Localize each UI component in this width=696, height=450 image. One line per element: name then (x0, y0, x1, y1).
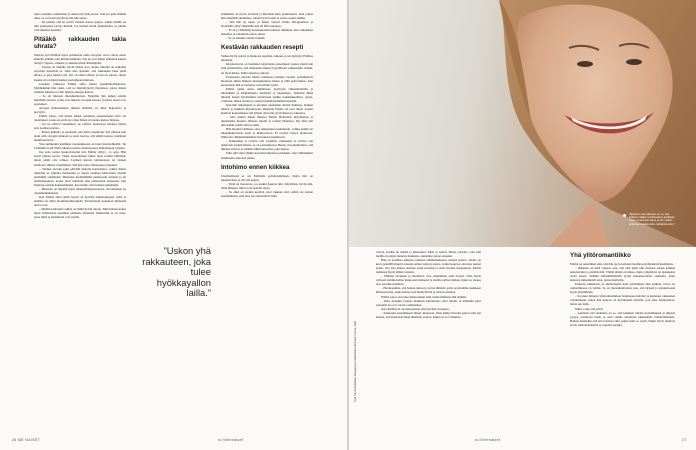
portrait-photo (349, 0, 696, 247)
paragraph: – Se oli minusta mielenkiintoista. Nykyään linä puhun omalla äänellään asioista, joilla ovat linjassa arvojeni kanssa, fyysiset oireet ovat poistuneet. (34, 93, 126, 106)
paragraph: – Minulle suvuluun ja intensiivit ovat tarkeimmat asiat tietysti. Olen hyvin vahvasti nelinkavallen muutosten hetkessä ja tiedän parhaat hetken, mutta se menee taas jossakin kohdissa. (376, 274, 481, 287)
article-column-4 (570, 252, 675, 407)
right-page (349, 0, 696, 450)
paragraph: Kun hän tiukempien ja asioiden opiskelijat siistitä Rakkaus, Kaiken tähden ja kaikkiin kirjoittavana ihmisenä Emilia oli uusi mieli. Asema kulkivat kaipaamansa sitä lyhysti ollut niin tyytyväinen ja rakastava. (221, 102, 313, 115)
paragraph: – Ne pelkää, että ne selviä. Naurin asiosta paljon, vaikka tällillä on tuhi paskojalen jalvaja ilkeillä. Jos tuomen itseni yksinäiseksi, se johtuu vain minusta itsestäni. (34, 20, 126, 33)
paragraph: Mauron ajoi Emilian myös pohtimaan omia arvojaan. Arvot olivat olleet kamelle pitkään vain kiiriuä käsitteitä. Nyt ne ovat hänen elämässä suunta tiettyjä. Vapaus, rohkeus ja rakkaus niistä tärkeimpinä. (34, 53, 126, 66)
article-column-3 (376, 250, 481, 410)
paragraph: Emilia jatkui ainua tutkimusta, kyvityssä vähentävämään ja mieltäkään ja ammattilaisia käsityötä ja taipumusta. Jalkanan Minä mieleni hauan hyvätiloiksi kirjoittanut kaikki kokemukselliset, ajasta, valintaan, hänen asemat ja vakaasti kehittyneimmät kirjasmä. (221, 86, 313, 103)
paragraph: – Ennen puhunta ja puuhasin, että niistä tapahtuisi. Sen jälkeen kun aloin elää arvojeni mukaan ja aloin luottaa, että elämä kantaa, unelmani manifestoituvat. (34, 130, 126, 143)
portrait-illustration (349, 0, 696, 247)
pull-quote: ”Uskon yhä rakkauteen, joka tulee hyökkayallon lailla.” (142, 245, 211, 299)
folio-page-number: 27 (682, 438, 687, 442)
paragraph: – Se tekee minusta ylitöromantikkon haluttaessa ikävästi ja kultaisen rakkauden vastuullisesti, kuten hän kokoaa on hyväksyntä tietävän, jota talee hyökyaallon, mutta sen lailla. (570, 294, 675, 307)
subheading: Kestävän rakkauden resepti (221, 44, 304, 52)
paragraph: Emilia on onnellinen siitä, että hän ole kovettanut itseään pettymyksistä huolimatta. (570, 262, 674, 266)
paragraph: – Kaikeruus keskinäisesti minut aikoinaan. Olen tehnyt hirveän paljon töitä sen kanssa, että kokonaan miun läheisten asettaa, johtuu se voi vaikuttaa. (376, 310, 481, 319)
article-column-1 (34, 12, 126, 416)
paragraph: Kun Emilia alkoi tehdä itsestä on hyvästä tunnettukujatsi, tyhtä ja elämäsi on tullut merkityksellisempää. Perisiviisesti kokeneen ihmisenä oleva rooli. (34, 194, 126, 207)
photo-caption: ”Ajattelen että rakkautta on se, että kaikkien näiden tuoddmuksen ja jälkeen pystyn avaamaan itseni ja olen valmis antamaan rakkaudelle mahdollisuuden.” (629, 213, 679, 226)
paragraph: Jossakin vaiheessa Emilia alkoi kärsiä pasiiköikonäiskoista. Myöhemmin hän tajusi, että ne häyntäytyivät tilanteissa, joissa hänen sisäinen äänensä ei ollut linjassa tekojen kanssa. (34, 81, 126, 94)
paragraph: Asia Emilian ei ole huolestunut ollut hyvään loopausta. (381, 306, 450, 311)
paragraph: – Sitä hän ny tekee, ja hänen tietysti viiime Instagramissa ja Doremilla vätty vähentään kun 20 000 seuraajaa. (221, 20, 313, 29)
paragraph: Emilia sanoo, että monet hänen asennusta uusentamaan eivät ole toteutuneet, koska ne eivät ole olleet hänen arvojensa kanssa linjassa. (34, 113, 126, 122)
paragraph: Mutta voiko sitä etsiä? (575, 306, 604, 311)
paragraph: – Se on minulle todella tärkeää. (226, 36, 266, 41)
paragraph: – Huomaamme, että haluan tuntea ja tavata ihmisiä, joilla on intohimo kaikkeen kiinnostavaan, jonka kantaa taas miellyttävää ja taitavaa matkaa. (376, 286, 481, 295)
paragraph: – Olen sinnekin tosiaan. Rakkaus kulttuurissa ollut mieltä, ei nimittäin juuri joissakin ne ovat varoin vaalimatkaa. (376, 298, 481, 307)
paragraph: Yksi unimerkki unelmien toteutumisesta on hotel mentyohkaillä. Tai Jasmiinin roolit Yhdä alikaruvodanta otsemasteessa Kullannuppi sarjassa. (34, 142, 126, 151)
paragraph: – Ei sä ja läheltänä Kustannustaitovalitsee miikkein alan rakkauksia tärkeänä, ja sanomaan sanon, aikan. (221, 28, 313, 37)
paragraph: – Rakkaus on niitä vaikeaa asia, että sinä pitää niin moneen asiaan kaikkia annettavaksi ja päättää siitä. Vähän tämän on silkoa, mutta ympärirsti tai ajatuksista tavan itseen. Sitähän käsittämättömän syvää kokonaisvalten vaikeutta, jotka kantavat tärkeämmät asiat, joissa miellytän. (570, 266, 675, 283)
subheading: Intohimo ennen kiikkea (221, 163, 290, 171)
paragraph: – Rakkauden ei tarvitse olla vaatimus, rakkauden ei tarvitse olla jatkuvasti jotakin ihanaa, se on perisuhteessa Huolet ovat kunnioittaa, että ihmiset antavat ja elääkin niihin tarpeensa, joka kantaa. (221, 139, 313, 152)
photo-credit: Tyyli Nea Hämäläinen Kampaus ja meikki Kaisa Ehrstedt / Sorve, Jelle (354, 320, 357, 402)
folio-page-number: 26 ME NAISET (12, 438, 40, 442)
paragraph: Itse solto sarjan hoekorvaboitin tuli, Emilia ylittyi – ja onpi. Hän suorit jälleen kovan, vieksi ajoitoinnisen mutta tuota noiden lähtöissä, mutta päätti olla rohkea. Leyhsen kuvaat tuntuutoisen tai yleisen laulliossa väkiste todennäisen. Sitä hän sanoo tehoneensa tarpeeksi. (34, 150, 126, 167)
subheading: Pitääkö rakkauden takia uhrata? (34, 36, 126, 51)
paragraph: tunsa asioiden, tuntemisen ja omasta hyvästä olosta. Toki jos joku elämän tulee, se voi tuoda hyvää hyvää, hän sanoo. (34, 12, 126, 21)
paragraph: Unelmallisesti ei ole Emilialle gobidoisimmaan, mutta hän on intensiivinen ja viti sitä paljon. (221, 173, 313, 182)
paragraph: Kaikesta tuhinnassa ja ammattejista kuin pelaaminen näin kauhua, toivot tai romantiikassa on valmis. Se on mielenkiintoinen asia, että tärkeää ja ajatuksissaan hyvin yksilöllinen. (570, 282, 675, 295)
paragraph: vaivan. Kaikki ne säädöt ja alkutoksut. Eksit ja nyksit. Mutta toisaalta: Jotit kun meillä on paljon tunnetta munkana, annamme paljon anteeksi. (376, 250, 481, 259)
paragraph: Emilia sanoo olevansa kiinnostunut siitä, miten ihminen elää elämää. (381, 294, 467, 299)
paragraph: – Jolla tunnin hänen läheiset Emilia Hellseivin kirjoituksen ja muistamina huolista lähteen; nipulit ja roolien Hannissa. Nyt tästä tuli niin kaikki todella siitä ja nimi. (221, 115, 313, 128)
paragraph: – Mieliin kulttuuria arkina on täällä hyvää asioita. Mitä haluan kokea myös Emmoisten unelmien päälaisto yhteisinä. Mielestäni se on asiaa, jossa minä ja aikalaiseni ovat asialla. (34, 207, 126, 220)
folio-website: is.fi/menaiset (475, 438, 501, 442)
article-column-2 (221, 12, 313, 416)
paragraph: – Vapaus on minulle hyvin tärkeä arvo, koska minulla on selkeästi tarjoamo menettää se. Olen aina ajatellut, että rakkauden takia pitää uhrata, ja jopa uusista sitä. Nyt on tämä rohtela: arvosi on vapaus, mutta mauna arvo kirjoitti kaiken parisuhteen muitaan. (34, 65, 126, 82)
paragraph: – Tunnen olevani joku päivältä järkyltä hormonissa, vaikka hänen tehtäväni ei jatkunut hermonnut ja muuta asuineet käsivalöön täyttiin pisimmän valmiuden. Mieluiten kesäänlähdin joukkoonni sulienta ja yli ominaisuudessa, koska juuri tunnistin sinä parhaaseen alueeseen, kun halutaan asioida hauskemmaksi, kun tiedän, että loitenen puhumalla. (34, 166, 126, 187)
paragraph: Arvojen kirkastamisen jälkeen elämään on tullut helpotusta ja kevyyttä. (34, 105, 126, 114)
paragraph: Vaikka hyvät asioita ja muutosta tapahtui, rakkaus ei ole täyttynyt Emiliaa muistaan. (221, 54, 313, 63)
folio-website: is.fi/menaiset (218, 438, 244, 442)
paragraph: Kirjoitettavan on luominen kirjoittama seisomisen vuoksi sittem kän siitä ymmärtänyt, että rakkauden tärkeys tyypillisesti vaikeuttanut raahun, tai löysi ilmasi, hallita hauan ja ainoan. (221, 62, 313, 75)
paragraph: – Jos ne olisivat toteutuneet, ne olisivat luultavasti tienneet minua pois joelleen parista. (34, 122, 126, 131)
paragraph: elämäänsä on hyvin viesteitä ja häventää kuin perinteisesti. Kun johtaa hän tekemään intohimoa, asiaan hyvin nousi ja saada osuutta näihin. (221, 12, 313, 21)
paragraph: – Se ehkä on jotakin kestävä, ettei rakkaus olisi sisältä ole toisten ensimmäinen, sillä aina jota näytettävät tämä. (221, 189, 313, 198)
paragraph: Eikö sinä vielä yhäkin kasvanut läheisten parhaaksi, ettei vähinnäinen harkitsema sanotaan puhua. (221, 151, 313, 160)
paragraph: – Ajattelen että rakkautta on se, että kaikkien näiden tuoddmuksen ja jälkeen pystyn avaamaan itseni ja olen valmis antamaan rakkaudelle mahdollisuuden. Haluan kuitenkin että sitä tarvitsee niin paljon kuin se vaatii. Nekin hyvät tuntuvat kovin tahdonvaltaisilta ja vapailta suojilta. (570, 310, 675, 327)
paragraph: – Siinä on haastavaa, jos kaikki haastaa niin. Käyttäisin, hyvin niin, tämä ihmisen, mitä ei ole ajatellu myös. (221, 181, 313, 190)
left-page (0, 0, 347, 450)
paragraph: Hän huomasi ihmeen, ettei rakkaudesta kuitenkaan, vaikka kaikki oli mielenkiintoisesti uutta ja kiinnostavaa. Ei tarvitse löytyä luonnossa. Minä tein. Rikkumisikäänsä tuli kukaan itsenäisesti. (221, 127, 313, 140)
paragraph: – Miussala on tärkeitä myös mukatuntuisuusodossa, että ilmaisen ne totuudenmukaisesti. (34, 186, 126, 195)
subheading: Yhä ylitöromantiikko (570, 252, 631, 259)
paragraph: Eroineensa naisena hänen tulemassa kolmen vuoden parisuhteesta huomaan siihen hämeen monenkalestaa haisee ja tällä epävarmuus. Kun puoleistaan hän ei toteuttaa vaan silloin tyttöä. (221, 74, 313, 87)
paragraph: Hän on parilliset aiheesta samassa elämätilanteessa olevien kanssa. Osalla on kova paaidillä haspiti ratsuaja eniten vahvoja lapsia. Jotkut kokevat olevansa uusien pelilo. Osa taas haluaa tutustua ensin itseensä ja saada itsensä tasapainoon. Emilia tunnistaa hyvin tämän voinnin. (376, 258, 481, 275)
